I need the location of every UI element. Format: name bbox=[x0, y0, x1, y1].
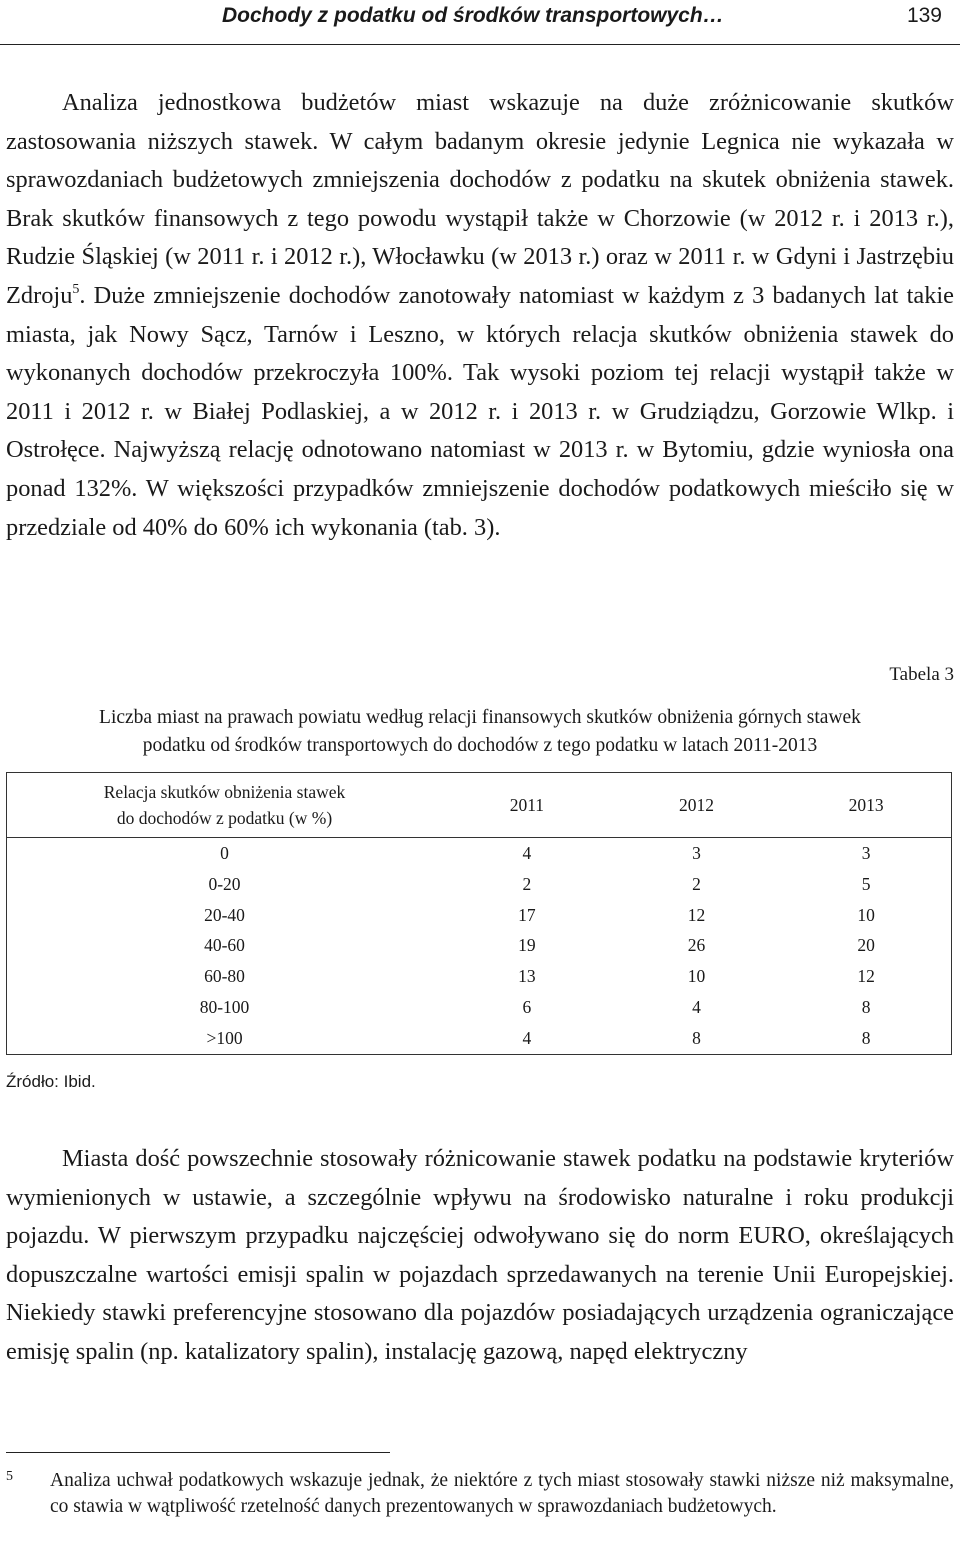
footnote-text: Analiza uchwał podatkowych wskazuje jednak, że niektóre z tych miast stosowały stawki niższe niż maksymalne, co stawia w wątpliwość rzetelność danych prezentowanych w sprawozdaniach budżetowych. bbox=[50, 1470, 954, 1517]
header-year-2012: 2012 bbox=[612, 773, 782, 838]
paragraph-text-continued: . Duże zmniejszenie dochodów zanotowały natomiast w każdym z 3 badanych lat takie miasta, jak Nowy Sącz, Tarnów i Leszno, w których relacja skutków obniżenia stawek do wykonanych dochodów przekroczyła 100%. Tak wysoki poziom tej relacji wystąpił także w 2011 i 2012 r. w Białej Podlaskiej, a w 2012 r. i 2013 r. w Grudziądzu, Gorzowie Wlkp. i Ostrołęce. Najwyższą relację odnotowano natomiast w 2013 r. w Bytomiu, gdzie wyniosła ona ponad 132%. W większości przypadków zmniejszenie dochodów podatkowych mieściło się w przedziale od 40% do 60% ich wykonania (tab. 3). bbox=[6, 281, 954, 541]
table-row bbox=[7, 869, 952, 900]
footnote bbox=[6, 1468, 954, 1519]
cell-2011: 13 bbox=[518, 966, 536, 987]
footnote-reference: 5 bbox=[72, 281, 80, 297]
header-year-2011: 2011 bbox=[442, 773, 612, 838]
table-source: Źródło: Ibid. bbox=[6, 1072, 96, 1091]
cell-2011: 2 bbox=[522, 873, 532, 894]
footnote-number: 5 bbox=[6, 1469, 13, 1484]
cell-relation: 0-20 bbox=[208, 873, 241, 894]
table-label: Tabela 3 bbox=[889, 664, 954, 685]
cell-2012: 8 bbox=[692, 1027, 701, 1048]
body-paragraph-1 bbox=[6, 84, 954, 547]
cell-2011: 4 bbox=[522, 1027, 532, 1048]
running-head bbox=[0, 0, 960, 45]
cell-2012: 26 bbox=[687, 935, 706, 956]
table-caption-line-2: podatku od środków transportowych do dochodów z tego podatku w latach 2011-2013 bbox=[142, 735, 818, 756]
cell-2011: 17 bbox=[518, 904, 536, 925]
body-paragraph-2 bbox=[6, 1140, 954, 1372]
cell-2012: 2 bbox=[692, 873, 701, 894]
cell-2013: 8 bbox=[861, 996, 871, 1017]
page-number: 139 bbox=[906, 4, 942, 27]
table-caption bbox=[0, 704, 960, 760]
table-caption-line-1: Liczba miast na prawach powiatu według relacji finansowych skutków obniżenia górnych stawek bbox=[99, 707, 861, 728]
header-relation-line-2: do dochodów z podatku (w %) bbox=[116, 808, 333, 828]
footnote-divider bbox=[6, 1452, 390, 1453]
data-table bbox=[6, 772, 952, 1055]
cell-relation: 20-40 bbox=[204, 904, 245, 925]
cell-relation: 40-60 bbox=[204, 935, 245, 956]
cell-2013: 10 bbox=[857, 904, 875, 925]
cell-2013: 20 bbox=[857, 935, 875, 956]
cell-2012: 4 bbox=[692, 996, 701, 1017]
table-row bbox=[7, 1023, 952, 1054]
table-header-row bbox=[7, 773, 952, 838]
header-year-2013: 2013 bbox=[781, 773, 951, 838]
table-row bbox=[7, 930, 952, 961]
paragraph-text: Analiza jednostkowa budżetów miast wskazuje na duże zróżnicowanie skutków zastosowania niższych stawek. W całym badanym okresie jedynie Legnica nie wykazała w sprawozdaniach budżetowych zmniejszenia dochodów z podatku na skutek obniżenia stawek. Brak skutków finansowych z tego powodu wystąpił także w Chorzowie (w 2012 r. i 2013 r.), Rudzie Śląskiej (w 2011 r. i 2012 r.), Włocławku (w 2013 r.) oraz w 2011 r. w Gdyni i Jastrzębiu Zdroju bbox=[6, 89, 954, 309]
header-relation bbox=[7, 773, 443, 838]
paragraph-text: Miasta dość powszechnie stosowały różnicowanie stawek podatku na podstawie kryteriów wymienionych w ustawie, a szczególnie wpływu na środowisko naturalne i roku produkcji pojazdu. W pierwszym przypadku najczęściej odwoływano się do norm EURO, określających dopuszczalne wartości emisji spalin w pojazdach sprzedawanych na terenie Unii Europejskiej. Niekiedy stawki preferencyjne stosowano dla pojazdów posiadających urządzenia ograniczające emisję spalin (np. katalizatory spalin), instalację gazową, napęd elektryczny bbox=[6, 1145, 954, 1365]
cell-2011: 4 bbox=[522, 843, 532, 863]
cell-2012: 3 bbox=[692, 843, 701, 863]
running-head-title: Dochody z podatku od środków transportowych… bbox=[222, 4, 724, 27]
cell-2013: 8 bbox=[861, 1027, 871, 1048]
cell-2011: 6 bbox=[522, 996, 532, 1017]
cell-2012: 12 bbox=[687, 904, 706, 925]
cell-relation: 60-80 bbox=[204, 966, 245, 987]
cell-2013: 12 bbox=[857, 966, 875, 987]
header-relation-line-1: Relacja skutków obniżenia stawek bbox=[103, 782, 346, 802]
table-row bbox=[7, 838, 952, 869]
cell-2013: 3 bbox=[861, 843, 871, 863]
cell-2012: 10 bbox=[687, 966, 706, 987]
cell-relation: >100 bbox=[206, 1027, 243, 1048]
cell-2013: 5 bbox=[861, 873, 871, 894]
table-row bbox=[7, 961, 952, 992]
table-row bbox=[7, 992, 952, 1023]
cell-2011: 19 bbox=[518, 935, 536, 956]
cell-relation: 80-100 bbox=[199, 996, 250, 1017]
table-row bbox=[7, 900, 952, 931]
cell-relation: 0 bbox=[220, 843, 229, 863]
